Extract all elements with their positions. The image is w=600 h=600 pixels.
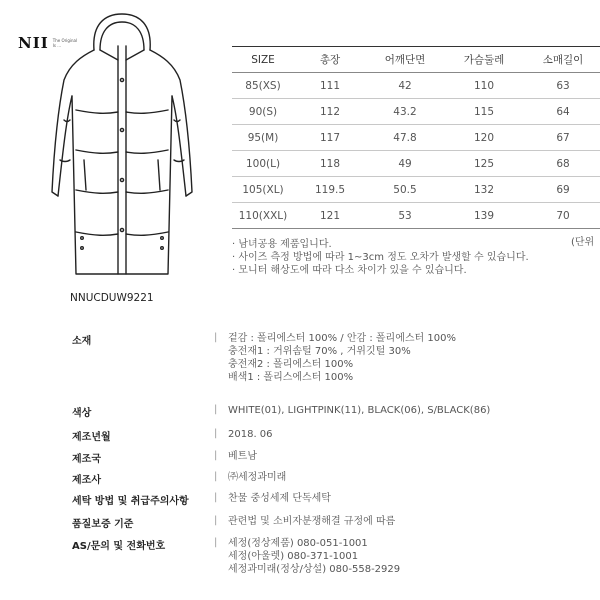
spec-row <box>72 515 395 530</box>
measure-cell: 139 <box>473 209 495 222</box>
unit-label: (단위 <box>571 237 595 248</box>
size-cell: 105(XL) <box>242 183 284 196</box>
spec-label: 제조년월 <box>72 432 111 443</box>
measure-cell: 63 <box>556 79 570 92</box>
spec-value-line: 베트남 <box>228 451 257 462</box>
spec-value <box>228 332 456 384</box>
spec-label: 품질보증 기준 <box>72 519 134 530</box>
measure-cell: 47.8 <box>393 131 417 144</box>
size-cell: 90(S) <box>248 105 278 118</box>
measure-cell: 49 <box>398 157 412 170</box>
size-row <box>232 125 600 151</box>
measure-cell: 67 <box>556 131 570 144</box>
spec-value-line: ㈜세정과미래 <box>228 472 287 483</box>
size-cell: 110(XXL) <box>238 209 288 222</box>
note-item: · 사이즈 측정 방법에 따라 1~3cm 정도 오차가 발생할 수 있습니다. <box>232 251 529 264</box>
measure-cell: 43.2 <box>393 105 417 118</box>
measure-cell: 110 <box>473 79 495 92</box>
brand-tagline: The Original Is ... <box>52 38 78 48</box>
spec-row <box>72 428 273 443</box>
spec-label: AS/문의 및 전화번호 <box>72 541 166 552</box>
spec-label: 제조국 <box>72 454 101 465</box>
measure-cell: 64 <box>556 105 570 118</box>
spec-divider: | <box>214 428 218 439</box>
spec-value <box>228 537 400 576</box>
measure-cell: 50.5 <box>393 183 417 196</box>
measure-cell: 68 <box>556 157 570 170</box>
spec-value <box>228 404 490 419</box>
spec-divider: | <box>214 404 218 415</box>
size-cell: 100(L) <box>245 157 281 170</box>
spec-row <box>72 537 400 576</box>
spec-divider: | <box>214 515 218 526</box>
spec-divider: | <box>214 471 218 482</box>
measure-cell: 121 <box>319 209 341 222</box>
measure-cell: 115 <box>473 105 495 118</box>
spec-value-line: 겉감 : 폴리에스터 100% / 안감 : 폴리에스터 100% <box>228 333 456 344</box>
spec-value-line: 세정(정상제품) 080-051-1001 <box>228 538 368 549</box>
style-code: NNUCDUW9221 <box>70 292 154 304</box>
measure-cell: 70 <box>556 209 570 222</box>
size-cell: 85(XS) <box>245 79 281 92</box>
spec-divider: | <box>214 450 218 461</box>
spec-row <box>72 404 490 419</box>
note-item: · 모니터 해상도에 따라 다소 차이가 있을 수 있습니다. <box>232 264 529 277</box>
spec-label: 세탁 방법 및 취급주의사항 <box>72 496 189 507</box>
spec-value-line: 충전재1 : 거위솜털 70% , 거위깃털 30% <box>228 346 411 357</box>
spec-value-line: 2018. 06 <box>228 429 273 440</box>
spec-divider: | <box>214 332 218 343</box>
measure-cell: 119.5 <box>314 183 346 196</box>
spec-value-line: WHITE(01), LIGHTPINK(11), BLACK(06), S/BLACK(86) <box>228 405 491 416</box>
size-table <box>232 46 600 229</box>
spec-value <box>228 450 257 465</box>
header-cell: SIZE <box>251 53 275 66</box>
size-row <box>232 73 600 99</box>
header-cell: 총장 <box>319 54 341 66</box>
size-table-header <box>232 47 600 73</box>
spec-value-line: 충전재2 : 폴리에스터 100% <box>228 359 354 370</box>
spec-row <box>72 450 257 465</box>
measure-cell: 69 <box>556 183 570 196</box>
spec-label: 색상 <box>72 408 92 419</box>
header-cell: 소매길이 <box>542 54 584 66</box>
spec-value-line: 세정과미래(정상/상설) 080-558-2929 <box>228 564 401 575</box>
spec-value-line: 배색1 : 폴리스에스터 100% <box>228 372 354 383</box>
header-cell: 가슴둘레 <box>463 54 505 66</box>
size-row <box>232 203 600 229</box>
size-row <box>232 151 600 177</box>
spec-row <box>72 332 456 384</box>
spec-label: 제조사 <box>72 475 101 486</box>
spec-value <box>228 492 331 507</box>
spec-divider: | <box>214 492 218 503</box>
brand-logo-text: NII <box>18 34 49 52</box>
measure-cell: 53 <box>398 209 412 222</box>
header-cell: 어깨단면 <box>384 54 426 66</box>
coat-illustration <box>42 10 202 280</box>
measure-cell: 118 <box>319 157 341 170</box>
spec-value-line: 관련법 및 소비자분쟁해결 규정에 따름 <box>228 516 396 527</box>
size-row <box>232 177 600 203</box>
spec-divider: | <box>214 537 218 548</box>
measure-cell: 112 <box>319 105 341 118</box>
size-cell: 95(M) <box>247 131 279 144</box>
measure-cell: 132 <box>473 183 495 196</box>
spec-value-line: 찬물 중성세제 단독세탁 <box>228 493 331 504</box>
note-item: · 남녀공용 제품입니다. <box>232 238 529 251</box>
spec-value <box>228 515 395 530</box>
measure-cell: 125 <box>473 157 495 170</box>
spec-label: 소재 <box>72 336 92 347</box>
measure-cell: 120 <box>473 131 495 144</box>
spec-row <box>72 492 331 507</box>
spec-value <box>228 471 286 486</box>
spec-value <box>228 428 273 443</box>
measure-cell: 111 <box>319 79 341 92</box>
measure-cell: 117 <box>319 131 341 144</box>
measure-cell: 42 <box>398 79 412 92</box>
spec-value-line: 세정(아울렛) 080-371-1001 <box>228 551 359 562</box>
size-row <box>232 99 600 125</box>
spec-row <box>72 471 286 486</box>
size-notes <box>232 238 529 277</box>
